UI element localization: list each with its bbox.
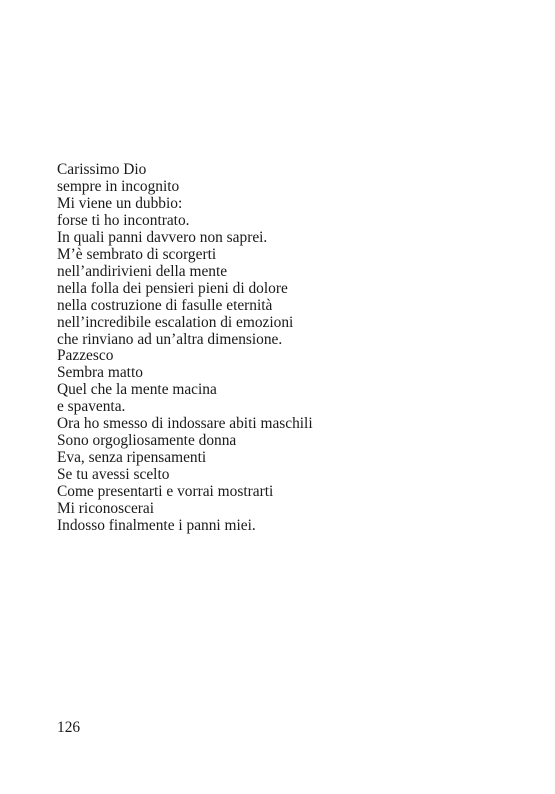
poem-line: Mi riconoscerai bbox=[57, 500, 155, 518]
poem-line: Se tu avessi scelto bbox=[57, 466, 170, 484]
page-number: 126 bbox=[57, 719, 81, 736]
poem-line: Pazzesco bbox=[57, 347, 114, 365]
poem-line: e spaventa. bbox=[57, 398, 126, 416]
poem-line: M’è sembrato di scorgerti bbox=[57, 245, 217, 263]
poem-line: nell’incredibile escalation di emozioni bbox=[57, 313, 294, 331]
poem-line: nella costruzione di fasulle eternità bbox=[57, 296, 273, 314]
poem-line: Eva, senza ripensamenti bbox=[57, 449, 207, 467]
poem-body bbox=[57, 162, 517, 535]
poem-line: Come presentarti e vorrai mostrarti bbox=[57, 483, 274, 501]
poem-line: nell’andirivieni della mente bbox=[57, 262, 228, 280]
poem-line: che rinviano ad un’altra dimensione. bbox=[57, 330, 283, 348]
poem-line: Mi viene un dubbio: bbox=[57, 194, 183, 212]
poem-line: sempre in incognito bbox=[57, 177, 180, 195]
poem-line: Sembra matto bbox=[57, 364, 143, 382]
poem-line: forse ti ho incontrato. bbox=[57, 211, 190, 229]
poem-line: In quali panni davvero non saprei. bbox=[57, 228, 268, 246]
poem-line: Ora ho smesso di indossare abiti maschili bbox=[57, 415, 313, 433]
poem-line: nella folla dei pensieri pieni di dolore bbox=[57, 279, 288, 297]
poem-line: Quel che la mente macina bbox=[57, 381, 217, 399]
poem-line: Indosso finalmente i panni miei. bbox=[57, 517, 256, 535]
poem-line: Sono orgogliosamente donna bbox=[57, 432, 237, 450]
poem-line: Carissimo Dio bbox=[57, 161, 147, 178]
